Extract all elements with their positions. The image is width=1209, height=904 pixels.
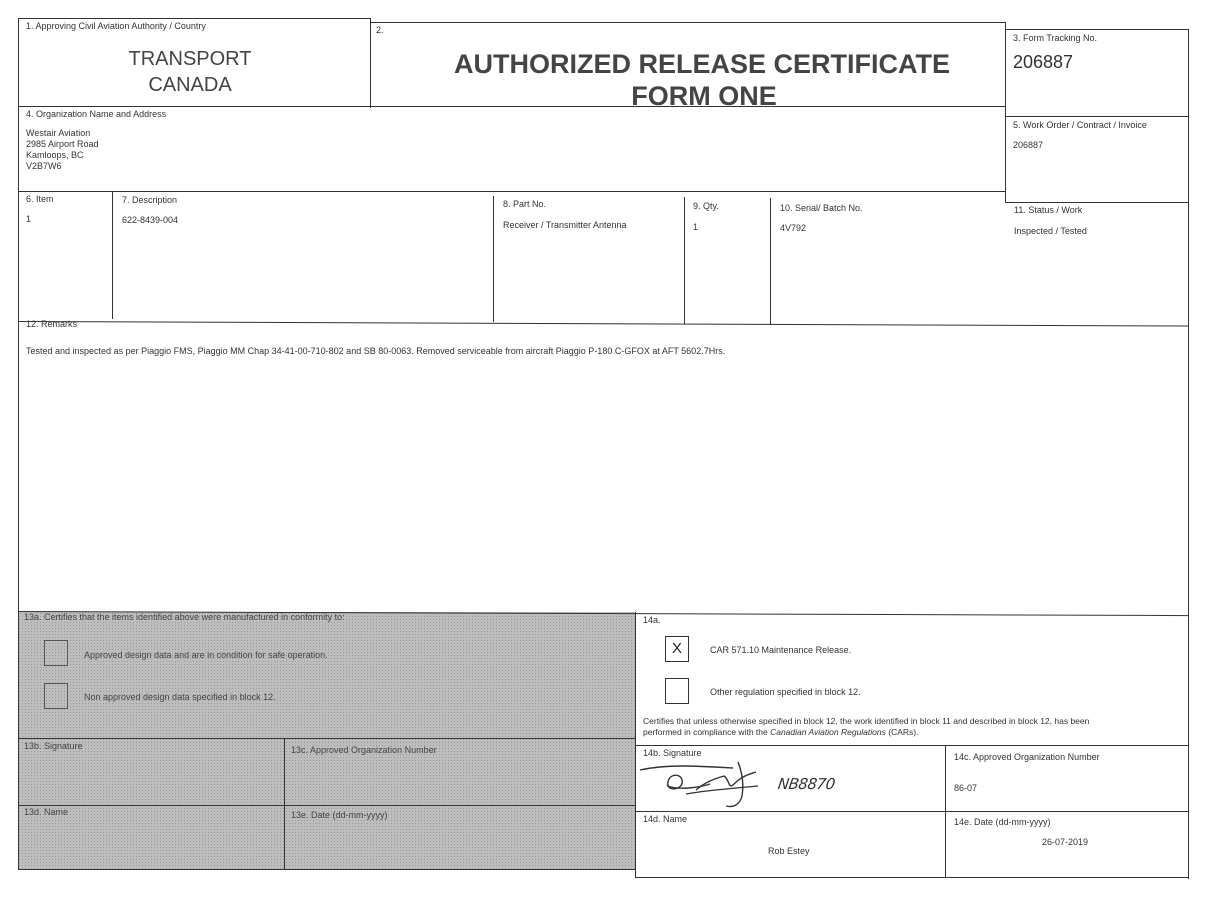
authority-name <box>100 46 280 98</box>
13a-approved-checkbox[interactable] <box>44 640 68 666</box>
cert-line2-post: (CARs). <box>885 727 919 737</box>
item-status: Inspected / Tested <box>1014 226 1087 236</box>
signer-name: Rob Estey <box>768 846 810 856</box>
line-under-3 <box>1005 116 1189 117</box>
handwritten-org-number: NB8870 <box>776 775 836 793</box>
frame-bottom-left <box>18 869 635 870</box>
item-serial: 4V792 <box>780 223 807 233</box>
block3-label: 3. Form Tracking No. <box>1013 33 1098 43</box>
address-line: 2985 Airport Road <box>26 139 99 149</box>
item-qty: 1 <box>693 222 699 232</box>
line-under-org <box>18 191 1006 192</box>
header-part-no: 8. Part No. <box>503 199 547 209</box>
approved-org-number: 86-07 <box>954 783 978 793</box>
block13a-label: 13a. Certifies that the items identified above were manufactured in conformity to: <box>24 612 345 622</box>
block14c-label: 14c. Approved Organization Number <box>954 752 1100 762</box>
header-qty: 9. Qty. <box>693 201 719 211</box>
title-line1: AUTHORIZED RELEASE CERTIFICATE <box>453 49 950 79</box>
line-under-14b <box>635 811 1189 812</box>
remarks-text: Tested and inspected as per Piaggio FMS, Piaggio MM Chap 34-41-00-710-802 and SB 80-0063. Removed serviceable from aircraft Piaggio P-180 C-GFOX at AFT 5602.7Hrs. <box>26 346 726 356</box>
block13e-label: 13e. Date (dd-mm-yyyy) <box>291 810 388 820</box>
line-under-14a <box>635 745 1189 746</box>
cert-line2-pre: performed in compliance with the <box>643 727 771 737</box>
release-date: 26-07-2019 <box>1042 837 1089 847</box>
address-line: Kamloops, BC <box>26 150 84 160</box>
block1-label: 1. Approving Civil Aviation Authority / Country <box>26 21 206 31</box>
form-title <box>372 48 1032 112</box>
address-line: Westair Aviation <box>26 128 91 138</box>
header-item: 6. Item <box>26 194 54 204</box>
frame-top-left <box>18 18 370 19</box>
checkbox-x-mark: X <box>671 640 682 657</box>
frame-top-mid <box>370 22 1006 23</box>
frame-right <box>1188 29 1189 879</box>
line-under-items <box>18 321 1189 326</box>
line-under-5 <box>1005 202 1189 203</box>
org-address <box>26 128 99 172</box>
divider-6-7 <box>112 191 113 319</box>
divider-7-8 <box>493 196 494 322</box>
header-description: 7. Description <box>122 195 178 205</box>
header-serial: 10. Serial/ Batch No. <box>780 203 863 213</box>
title-line2: FORM ONE <box>631 81 777 111</box>
cert-line1: Certifies that unless otherwise specified in block 12, the work identified in block 11 and described in block 12, has been <box>643 716 1090 726</box>
line-under-13a <box>18 738 635 739</box>
block14b-label: 14b. Signature <box>643 748 702 758</box>
divider-8-9 <box>684 197 685 324</box>
13a-non-approved-label: Non approved design data specified in block 12. <box>84 692 276 702</box>
header-status: 11. Status / Work <box>1014 205 1083 215</box>
block5-label: 5. Work Order / Contract / Invoice <box>1013 120 1147 130</box>
authority-line2: CANADA <box>148 74 232 96</box>
14a-car-571-checkbox[interactable] <box>665 636 689 662</box>
authority-line1: TRANSPORT <box>128 48 252 70</box>
address-line: V2B7W6 <box>26 161 62 171</box>
cert-line2 <box>643 727 1183 738</box>
block2-label: 2. <box>376 25 384 35</box>
block4-label: 4. Organization Name and Address <box>26 109 167 119</box>
line-under-13b <box>18 805 635 806</box>
13a-approved-label: Approved design data and are in condition for safe operation. <box>84 650 328 660</box>
frame-left <box>18 18 19 870</box>
14a-other-regulation-checkbox[interactable] <box>665 678 689 704</box>
divider-9-10 <box>770 198 771 325</box>
item-part-no: Receiver / Transmitter Antenna <box>503 220 627 230</box>
item-number: 1 <box>26 214 32 224</box>
handwritten-signature <box>638 760 788 810</box>
block13b-label: 13b. Signature <box>24 741 83 751</box>
block12-label: 12. Remarks <box>26 319 78 329</box>
block13d-label: 13d. Name <box>24 807 69 817</box>
13a-non-approved-checkbox[interactable] <box>44 683 68 709</box>
item-description: 622-8439-004 <box>122 215 179 225</box>
work-order-number: 206887 <box>1013 140 1044 150</box>
block14d-label: 14d. Name <box>643 814 688 824</box>
block14a-label: 14a. <box>643 615 661 625</box>
divider-13b-13c <box>284 738 285 869</box>
block14e-label: 14e. Date (dd-mm-yyyy) <box>954 817 1051 827</box>
divider-1-2 <box>370 18 371 108</box>
14a-other-regulation-label: Other regulation specified in block 12. <box>710 687 861 697</box>
block13c-label: 13c. Approved Organization Number <box>291 745 437 755</box>
form-tracking-number: 206887 <box>1013 52 1074 72</box>
frame-bottom-right <box>635 877 1189 878</box>
14a-car-571-label: CAR 571.10 Maintenance Release. <box>710 645 852 655</box>
frame-top-right <box>1006 29 1189 30</box>
cert-regulations-italic: Canadian Aviation Regulations <box>770 727 886 737</box>
14a-certification-text <box>643 716 1183 738</box>
